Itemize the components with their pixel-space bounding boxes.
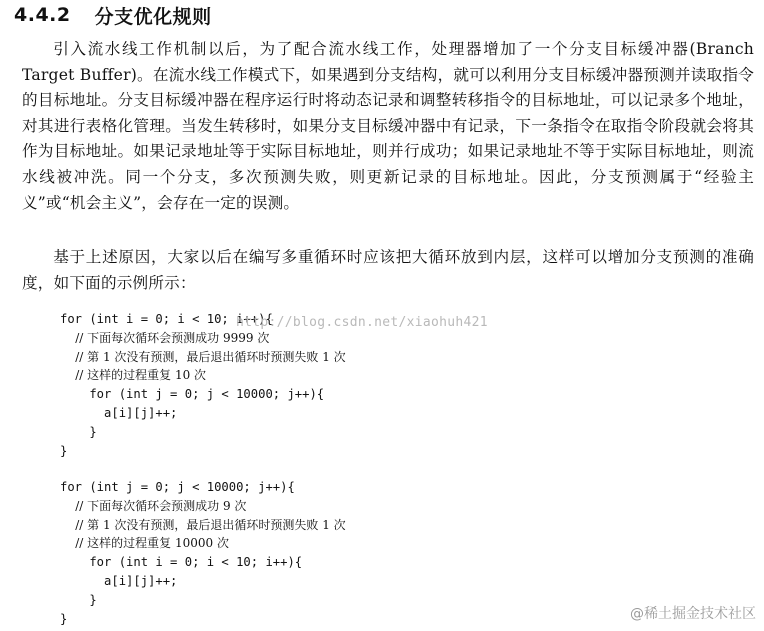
- code-line: }: [60, 443, 68, 458]
- code-block-1: [60, 310, 620, 460]
- code-line: }: [60, 592, 97, 607]
- code-line: }: [60, 611, 68, 626]
- code-comment: // 这样的过程重复 10 次: [60, 368, 207, 383]
- site-watermark: @稀土掘金技术社区: [630, 606, 756, 622]
- section-number: 4.4.2: [14, 4, 71, 26]
- code-comment: // 第 1 次没有预测，最后退出循环时预测失败 1 次: [60, 517, 346, 532]
- section-heading: [14, 0, 212, 30]
- code-comment: // 第 1 次没有预测，最后退出循环时预测失败 1 次: [60, 349, 346, 364]
- code-line: a[i][j]++;: [60, 405, 178, 420]
- code-line: for (int i = 0; i < 10; i++){: [60, 312, 273, 326]
- code-block-2: [60, 478, 620, 628]
- code-line: for (int i = 0; i < 10; i++){: [60, 555, 303, 570]
- code-line: }: [60, 424, 97, 439]
- code-comment: // 下面每次循环会预测成功 9 次: [60, 498, 247, 513]
- code-line: a[i][j]++;: [60, 573, 178, 588]
- code-comment: // 这样的过程重复 10000 次: [60, 536, 229, 551]
- code-line: for (int j = 0; j < 10000; j++){: [60, 480, 295, 494]
- code-line: for (int j = 0; j < 10000; j++){: [60, 387, 325, 402]
- section-title: 分支优化规则: [94, 5, 212, 28]
- code-comment: // 下面每次循环会预测成功 9999 次: [60, 330, 270, 345]
- body-paragraph-1: 引入流水线工作机制以后，为了配合流水线工作，处理器增加了一个分支目标缓冲器(Branch Target Buffer)。在流水线工作模式下，如果遇到分支结构，就可以利用分支目标缓冲器预测并读取指令的目标地址。分支目标缓冲器在程序运行时将动态记录和调整转移指令的目标地址，可以记录多个地址，对其进行表格化管理。当发生转移时，如果分支目标缓冲器中有记录，下一条指令在取指令阶段就会将其作为目标地址。如果记录地址等于实际目标地址，则并行成功；如果记录地址不等于实际目标地址，则流水线被冲洗。同一个分支，多次预测失败，则更新记录的目标地址。因此，分支预测属于“经验主义”或“机会主义”，会存在一定的误测。: [22, 40, 754, 212]
- blog-url-watermark: http://blog.csdn.net/xiaohuh421: [236, 315, 488, 330]
- body-paragraph-2: 基于上述原因，大家以后在编写多重循环时应该把大循环放到内层，这样可以增加分支预测的准确度，如下面的示例所示：: [22, 248, 754, 292]
